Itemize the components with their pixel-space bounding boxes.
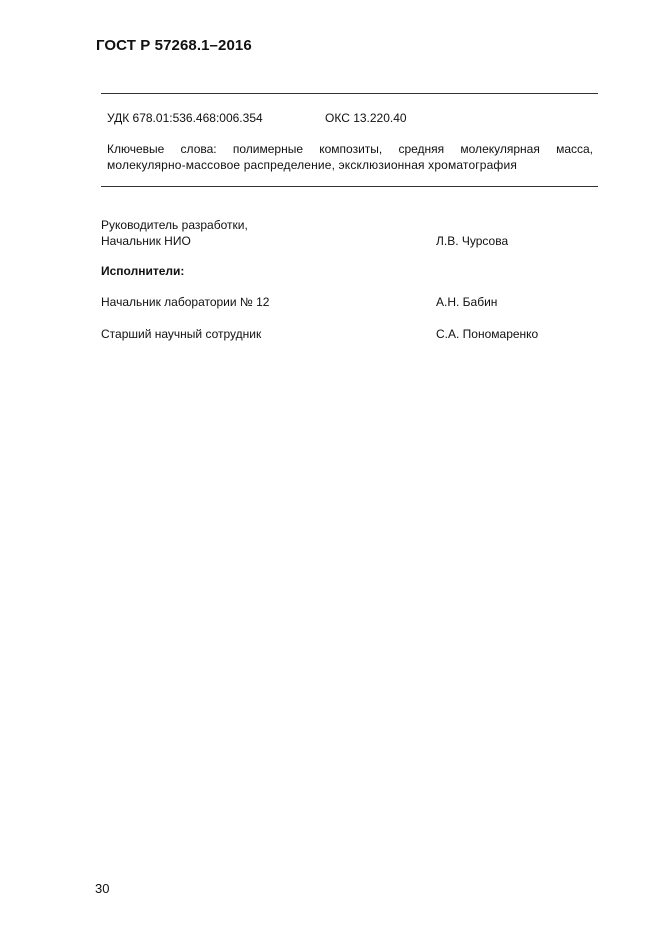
udc-code: УДК 678.01:536.468:006.354	[107, 111, 263, 125]
oks-code: ОКС 13.220.40	[325, 111, 407, 125]
bottom-divider	[101, 186, 598, 187]
performer-title: Старший научный сотрудник	[101, 327, 262, 341]
document-header-standard-number: ГОСТ Р 57268.1–2016	[96, 37, 252, 54]
page-number: 30	[95, 881, 110, 896]
performer-name: А.Н. Бабин	[436, 295, 498, 309]
head-title-line-1: Руководитель разработки,	[101, 218, 248, 232]
performer-name: С.А. Пономаренко	[436, 327, 539, 341]
head-name: Л.В. Чурсова	[436, 234, 509, 248]
keywords-line-1: Ключевые слова: полимерные композиты, средняя молекулярная масса,	[107, 142, 593, 156]
head-title-line-2: Начальник НИО	[101, 234, 191, 248]
top-divider	[101, 93, 598, 94]
keywords-line-2: молекулярно-массовое распределение, эксклюзионная хроматография	[107, 158, 517, 172]
keywords-block	[107, 141, 593, 173]
performer-title: Начальник лаборатории № 12	[101, 295, 270, 309]
performers-heading: Исполнители:	[101, 264, 185, 278]
